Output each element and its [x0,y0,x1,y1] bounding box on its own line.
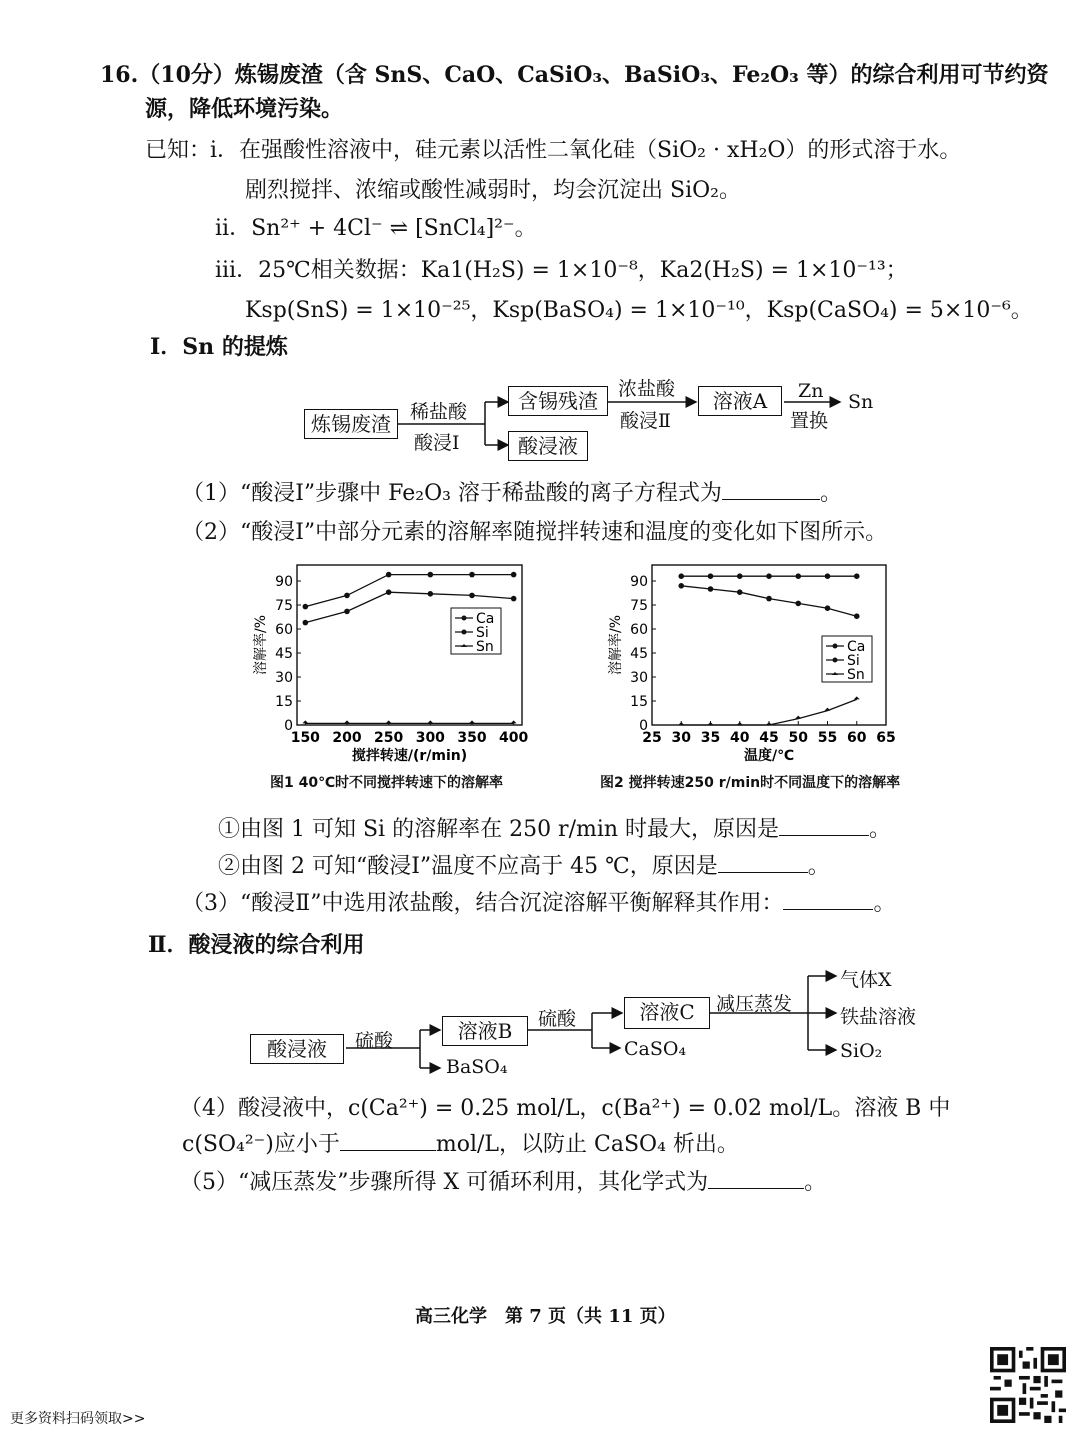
flow1-step1: 酸浸Ⅰ [414,432,460,454]
flow1-residue-box: 含锡残渣 [508,386,608,416]
chart-2-xtick-label: 25 [642,730,662,746]
known-ii: ⅱ．Sn²⁺ + 4Cl⁻ ⇌ [SnCl₄]²⁻。 [215,216,537,241]
chart-2-ytick-label: 90 [630,574,648,590]
question-4-line1: （4）酸浸液中，c(Ca²⁺) = 0.25 mol/L，c(Ba²⁺) = 0.02 mol/L。溶液 B 中 [180,1096,951,1121]
question-3-text: （3）“酸浸Ⅱ”中选用浓盐酸，结合沉淀溶解平衡解释其作用： [182,891,784,916]
flow1-leachate-box: 酸浸液 [508,431,588,461]
question-2: （2）“酸浸Ⅰ”中部分元素的溶解率随搅拌转速和温度的变化如下图所示。 [182,520,888,545]
chart-2-xtick-label: 55 [817,730,838,746]
page-footer: 高三化学 第 7 页（共 11 页） [415,1306,676,1327]
chart-2-xtick-label: 65 [876,730,896,746]
flow1-reagent1: 稀盐酸 [410,401,468,423]
chart-2-ytick-label: 75 [630,598,648,614]
known-i-line1: ⅰ．在强酸性溶液中，硅元素以活性二氧化硅（SiO₂ · xH₂O）的形式溶于水。 [210,138,962,163]
qr-caption: 更多资料扫码领取>> [10,1411,146,1427]
chart-2-ylabel: 溶解率/% [608,614,624,676]
period-2-2: 。 [807,854,830,879]
period-5: 。 [804,1170,827,1195]
chart-1-legend-label: Sn [476,639,494,655]
chart-2-ytick-label: 15 [630,694,648,710]
chart-2-caption: 图2 搅拌转速250 r/min时不同温度下的溶解率 [600,775,901,791]
question-header: 16.（10分）炼锡废渣（含 SnS、CaO、CaSiO₃、BaSiO₃、Fe₂O₃ 等）的综合利用可节约资 [100,62,1049,88]
flow1-step3: 置换 [790,410,829,432]
flow1-start-box: 炼锡废渣 [304,409,398,439]
flow2-step: 减压蒸发 [716,993,793,1015]
known-iii-line1: ⅲ．25℃相关数据：Ka1(H₂S) = 1×10⁻⁸，Ka2(H₂S) = 1×10⁻¹³； [215,258,908,283]
question-2-2-text: ②由图 2 可知“酸浸Ⅰ”温度不应高于 45 ℃，原因是 [218,854,718,879]
chart-2-ytick-label: 0 [639,718,648,734]
flow2-out1: 气体X [840,969,892,991]
chart-1-ytick-label: 15 [275,694,293,710]
flow1-reagent2: 浓盐酸 [618,378,676,400]
flow2-solution-c-box: 溶液C [624,997,710,1029]
chart-2-xtick-label: 35 [700,730,721,746]
chart-1-ylabel: 溶解率/% [253,614,269,676]
question-1-text: （1）“酸浸Ⅰ”步骤中 Fe₂O₃ 溶于稀盐酸的离子方程式为 [182,481,722,506]
chart-1-xtick-label: 400 [499,730,529,746]
question-4-text-a: c(SO₄²⁻)应小于 [182,1132,340,1157]
chart-1-ytick-label: 75 [275,598,293,614]
chart-2-legend-label: Sn [847,667,865,683]
period-1: 。 [819,481,842,506]
chart-1-xtick-label: 300 [415,730,445,746]
period-2-1: 。 [869,817,892,842]
flow1-step2: 酸浸Ⅱ [620,410,671,432]
flow2-solution-b-box: 溶液B [442,1016,528,1046]
chart-1-legend-label: Ca [476,611,495,627]
chart-2-xtick-label: 50 [788,730,808,746]
chart-1-xtick-label: 250 [374,730,404,746]
chart-2-xtick-label: 60 [847,730,867,746]
chart-1-ytick-label: 0 [284,718,293,734]
flow2-precip2: CaSO₄ [624,1038,687,1060]
known-iii-line2: Ksp(SnS) = 1×10⁻²⁵，Ksp(BaSO₄) = 1×10⁻¹⁰，Ksp(CaSO₄) = 5×10⁻⁶。 [245,298,1033,323]
chart-1-caption: 图1 40℃时不同搅拌转速下的溶解率 [270,775,504,791]
part2-title: Ⅱ．酸浸液的综合利用 [148,932,365,958]
flow2-reagent1: 硫酸 [355,1030,394,1052]
chart-1-ytick-label: 30 [275,670,293,686]
question-2-1-text: ①由图 1 可知 Si 的溶解率在 250 r/min 时最大，原因是 [218,817,780,842]
chart-1-xtick-label: 200 [332,730,362,746]
chart-2-xlabel: 温度/℃ [743,748,795,764]
known-label: 已知： [145,138,212,163]
part1-title: Ⅰ．Sn 的提炼 [150,334,288,360]
chart-2-ytick-label: 45 [630,646,648,662]
chart-2-xtick-label: 40 [730,730,750,746]
question-4-line2 [182,1130,739,1160]
qr-code-icon[interactable] [990,1347,1066,1423]
chart-1-ytick-label: 90 [275,574,293,590]
flow2-precip1: BaSO₄ [446,1056,508,1078]
flow2-start-box: 酸浸液 [250,1034,344,1064]
chart-2-legend-label: Si [847,653,860,669]
chart-2-ytick-label: 30 [630,670,648,686]
flow1-product: Sn [848,391,874,413]
question-5-text: （5）“减压蒸发”步骤所得 X 可循环利用，其化学式为 [180,1170,709,1195]
flow2-out2: 铁盐溶液 [840,1006,917,1028]
flow2-reagent2: 硫酸 [538,1008,577,1030]
period-3: 。 [873,891,896,916]
chart-2-ytick-label: 60 [630,622,648,638]
chart-2-xtick-label: 30 [671,730,691,746]
chart-2-legend-label: Ca [847,639,866,655]
flow1-reagent3: Zn [798,380,824,402]
known-i-line2: 剧烈搅拌、浓缩或酸性减弱时，均会沉淀出 SiO₂。 [245,178,741,203]
chart-2-xtick-label: 45 [759,730,779,746]
answer-blank-5[interactable] [708,1168,804,1189]
question-4-text-b: mol/L，以防止 CaSO₄ 析出。 [435,1132,739,1157]
chart-1-legend-label: Si [476,625,489,641]
flow1-solution-a-box: 溶液A [698,386,782,416]
chart-1-ytick-label: 60 [275,622,293,638]
chart-1-xtick-label: 150 [290,730,320,746]
answer-blank-4[interactable] [340,1130,436,1151]
question-5 [180,1168,826,1198]
chart-1-xtick-label: 350 [457,730,487,746]
flow2-out3: SiO₂ [840,1040,883,1062]
question-header-cont: 源，降低环境污染。 [145,96,344,122]
chart-1-xlabel: 搅拌转速/(r/min) [351,748,468,764]
chart-1-ytick-label: 45 [275,646,293,662]
